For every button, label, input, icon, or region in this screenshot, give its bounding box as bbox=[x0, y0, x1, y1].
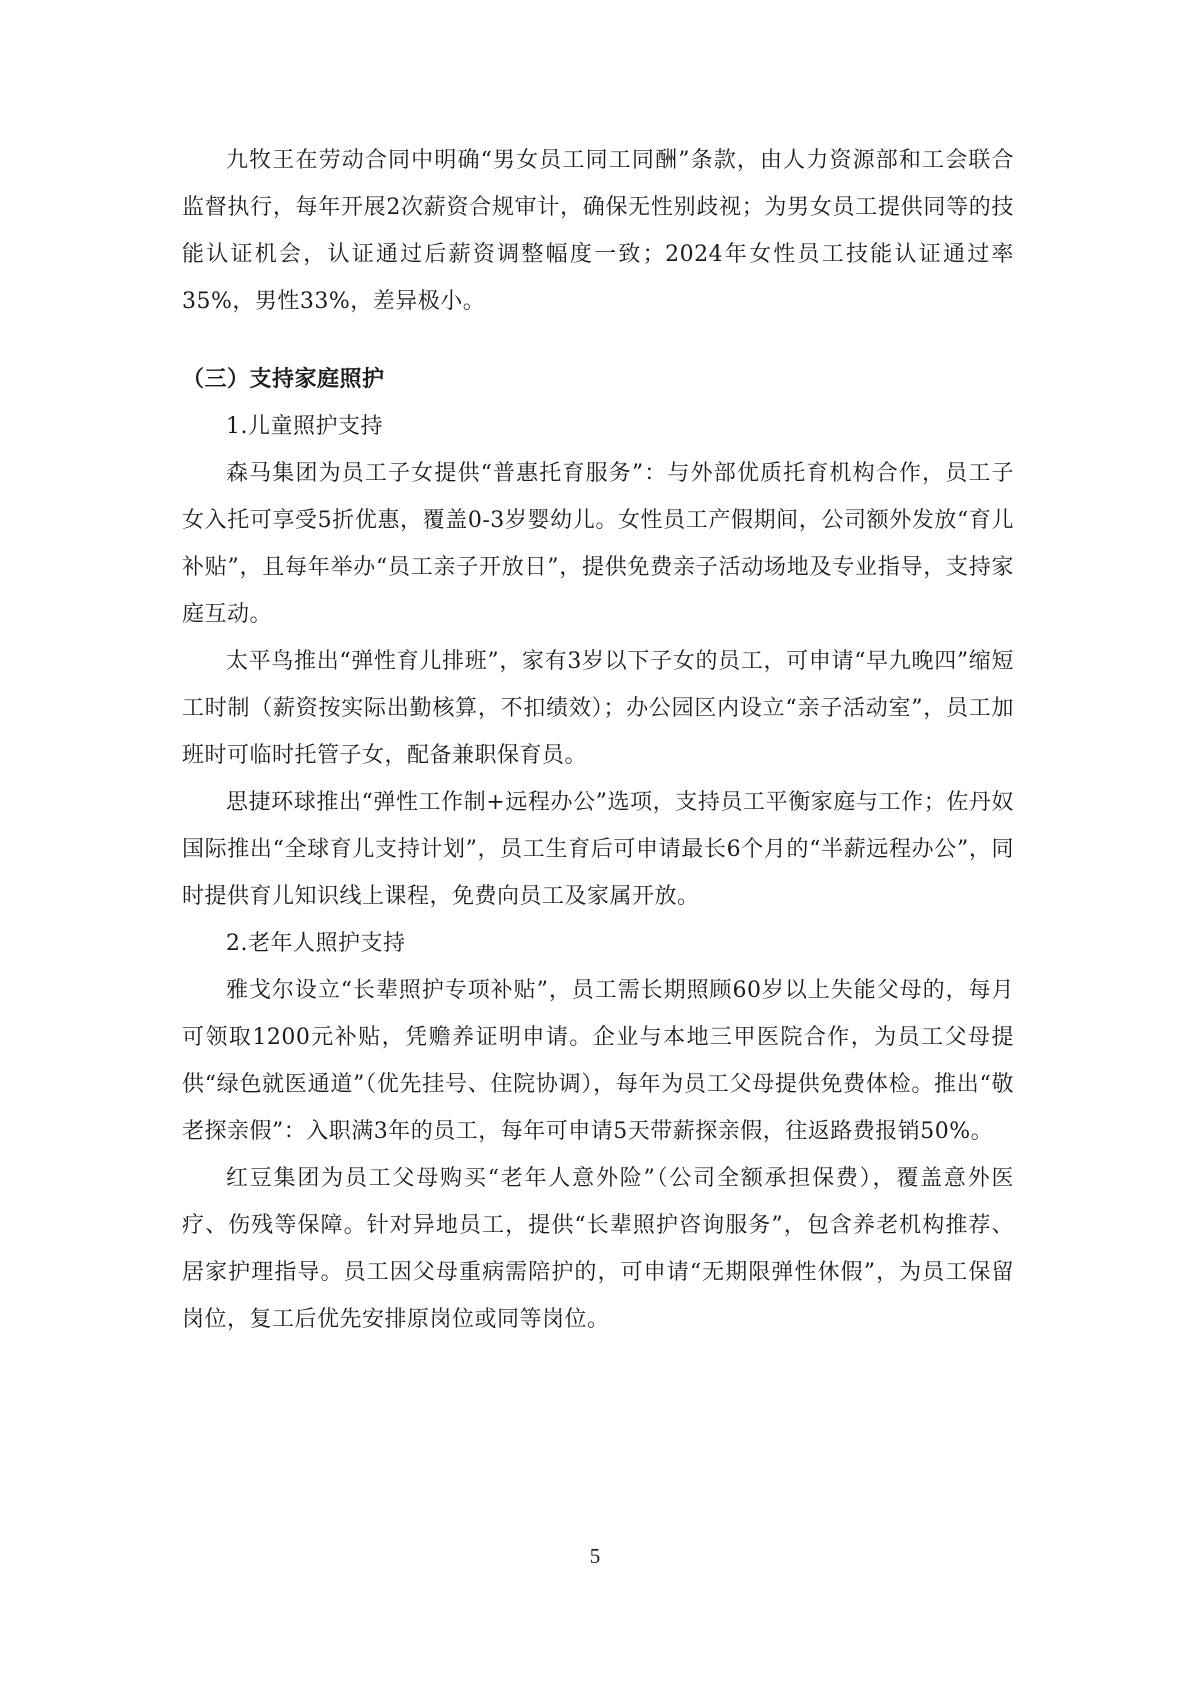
document-body bbox=[182, 137, 1014, 1343]
spacer bbox=[182, 325, 1014, 334]
section-heading: （三）支持家庭照护 bbox=[182, 367, 385, 392]
paragraph-intro: 九牧王在劳动合同中明确“男女员工同工同酬”条款，由人力资源部和工会联合监督执行，每年开展2次薪资合规审计，确保无性别歧视；为男女员工提供同等的技能认证机会，认证通过后薪资调整幅度一致；2024年女性员工技能认证通过率35%，男性33%，差异极小。 bbox=[182, 148, 1014, 314]
paragraph-elder-care-1: 雅戈尔设立“长辈照护专项补贴”，员工需长期照顾60岁以上失能父母的，每月可领取1200元补贴，凭赡养证明申请。企业与本地三甲医院合作，为员工父母提供“绿色就医通道”（优先挂号、住院协调），每年为员工父母提供免费体检。推出“敬老探亲假”：入职满3年的员工，每年可申请5天带薪探亲假，往返路费报销50%。 bbox=[182, 978, 1014, 1144]
paragraph-elder-care-2: 红豆集团为员工父母购买“老年人意外险”（公司全额承担保费），覆盖意外医疗、伤残等保障。针对异地员工，提供“长辈照护咨询服务”，包含养老机构推荐、居家护理指导。员工因父母重病需陪护的，可申请“无期限弹性休假”，为员工保留岗位，复工后优先安排原岗位或同等岗位。 bbox=[182, 1166, 1014, 1332]
sub-heading-elder-care: 2.老年人照护支持 bbox=[226, 931, 406, 956]
paragraph-child-care-1: 森马集团为员工子女提供“普惠托育服务”：与外部优质托育机构合作，员工子女入托可享受5折优惠，覆盖0-3岁婴幼儿。女性员工产假期间，公司额外发放“育儿补贴”，且每年举办“员工亲子开放日”，提供免费亲子活动场地及专业指导，支持家庭互动。 bbox=[182, 461, 1014, 627]
page-number: 5 bbox=[589, 1544, 601, 1568]
paragraph-child-care-3: 思捷环球推出“弹性工作制+远程办公”选项，支持员工平衡家庭与工作；佐丹奴国际推出“全球育儿支持计划”，员工生育后可申请最长6个月的“半薪远程办公”，同时提供育儿知识线上课程，免费向员工及家属开放。 bbox=[182, 790, 1014, 909]
paragraph-child-care-2: 太平鸟推出“弹性育儿排班”，家有3岁以下子女的员工，可申请“早九晚四”缩短工时制（薪资按实际出勤核算，不扣绩效）；办公园区内设立“亲子活动室”，员工加班时可临时托管子女，配备兼职保育员。 bbox=[182, 649, 1014, 768]
sub-heading-child-care: 1.儿童照护支持 bbox=[226, 414, 383, 439]
